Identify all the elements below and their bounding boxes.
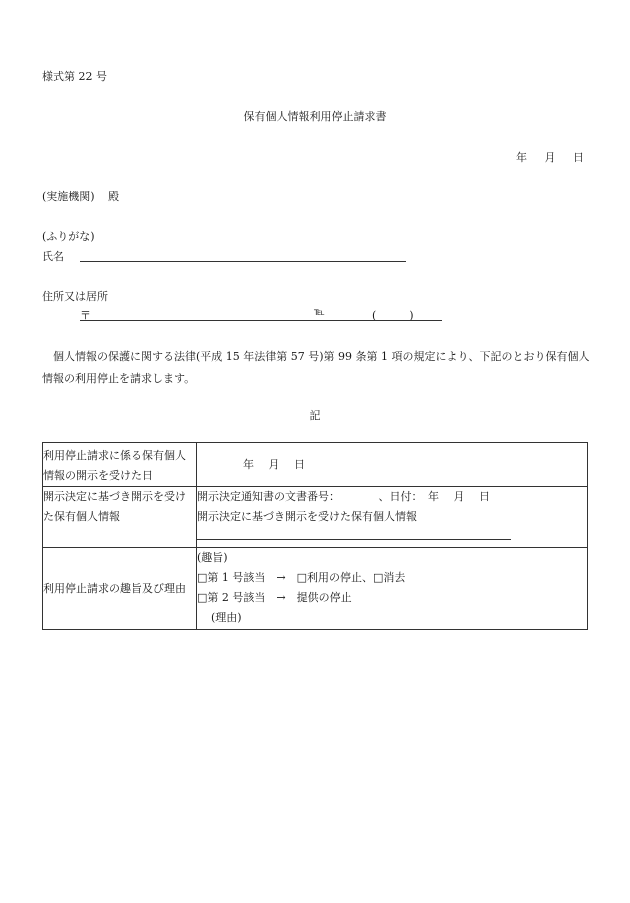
purpose-label: (趣旨) <box>197 551 228 564</box>
tel-label: ℡ <box>314 307 325 318</box>
postal-mark: 〒 <box>80 309 91 322</box>
disclosed-info-label: 開示決定に基づき開示を受けた保有個人情報 <box>43 487 197 548</box>
form-number: 様式第 22 号 <box>42 70 107 83</box>
page-title: 保有個人情報利用停止請求書 <box>243 110 387 123</box>
purpose-reason-label: 利用停止請求の趣旨及び理由 <box>43 548 197 630</box>
disclosed-info-field[interactable] <box>197 487 588 548</box>
notice-number-line: 開示決定通知書の文書番号： 、日付： 年 月 日 <box>197 490 490 503</box>
table-row <box>43 487 588 548</box>
request-table <box>42 442 588 630</box>
addressee <box>42 188 119 204</box>
name-field[interactable] <box>80 261 406 262</box>
address-field[interactable] <box>80 320 442 321</box>
agency-label: (実施機関) <box>42 190 95 203</box>
furigana-label: (ふりがな) <box>42 230 95 243</box>
disclosure-date-label: 利用停止請求に係る保有個人情報の開示を受けた日 <box>43 443 197 487</box>
name-label: 氏名 <box>42 250 64 263</box>
request-date <box>502 149 584 165</box>
honorific: 殿 <box>108 190 120 203</box>
tel-paren: ( ) <box>372 309 414 322</box>
ki-heading: 記 <box>309 409 321 422</box>
date-year: 年 <box>516 151 527 164</box>
disclosed-info-line: 開示決定に基づき開示を受けた保有個人情報 <box>197 510 417 523</box>
purpose-reason-field[interactable] <box>197 548 588 630</box>
option-item-1[interactable]: □第 1 号該当 → □利用の停止、□消去 <box>197 571 406 584</box>
address-label: 住所又は居所 <box>42 290 108 303</box>
disclosed-info-underline <box>197 529 511 540</box>
reason-label: (理由) <box>211 611 242 624</box>
table-row <box>43 548 588 630</box>
disclosure-date-field[interactable]: 年 月 日 <box>197 443 588 487</box>
date-day: 日 <box>573 151 584 164</box>
option-item-2[interactable]: □第 2 号該当 → 提供の停止 <box>197 591 352 604</box>
request-statement: 個人情報の保護に関する法律(平成 15 年法律第 57 号)第 99 条第 1 項の規定により、下記のとおり保有個人情報の利用停止を請求します。 <box>42 350 590 385</box>
date-month: 月 <box>544 151 556 164</box>
table-row <box>43 443 588 487</box>
